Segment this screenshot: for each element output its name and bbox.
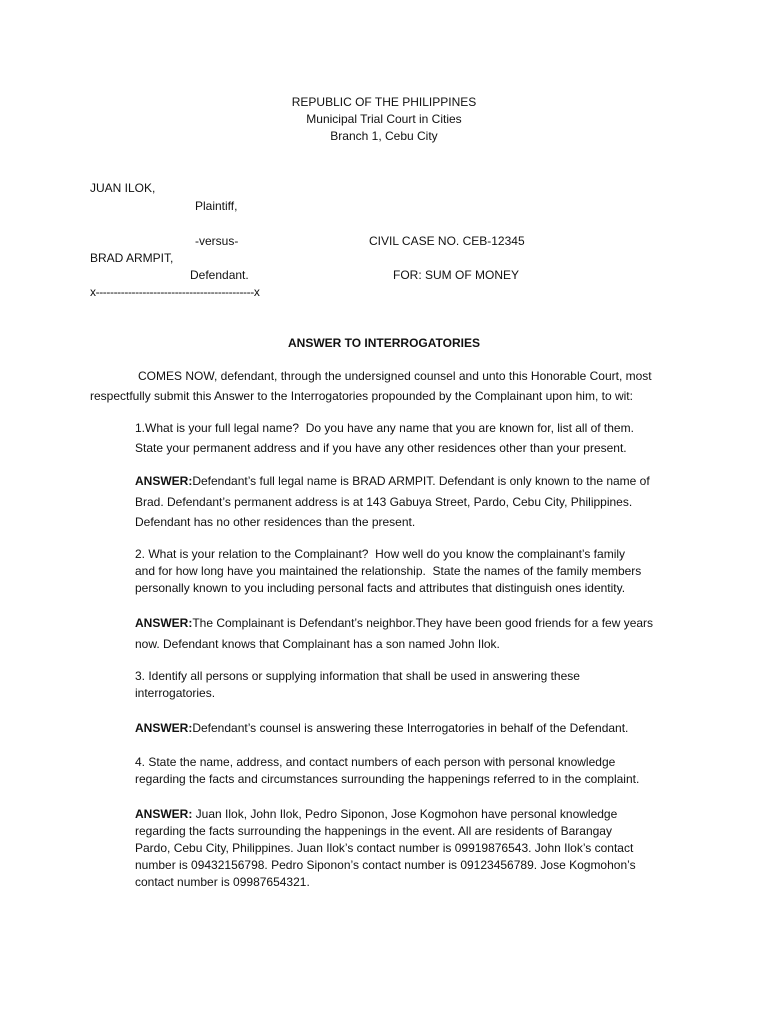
question-1-line-2: State your permanent address and if you have any other residences other than your present. [135,441,627,455]
intro-line-2: respectfully submit this Answer to the Interrogatories propounded by the Complainant upon him, to wit: [90,389,633,403]
answer-3-line-1 [135,722,628,734]
header-branch: Branch 1, Cebu City [330,129,438,143]
case-nature: FOR: SUM OF MONEY [393,268,519,282]
answer-label: ANSWER: [135,616,193,630]
caption-separator: x--------------------------------------------x [90,285,260,299]
question-2-line-1: 2. What is your relation to the Complainant? How well do you know the complainant’s family [135,547,626,561]
question-2-line-3: personally known to you including personal facts and attributes that distinguish ones identity. [135,581,626,595]
answer-3-text: Defendant’s counsel is answering these Interrogatories in behalf of the Defendant. [192,721,629,735]
answer-2-line-1 [135,617,653,629]
case-number: CIVIL CASE NO. CEB-12345 [369,234,525,248]
question-4-line-1: 4. State the name, address, and contact numbers of each person with personal knowledge [135,755,616,769]
answer-1-line-3: Defendant has no other residences than the present. [135,515,416,529]
answer-1-text: Defendant’s full legal name is BRAD ARMPIT. Defendant is only known to the name of [192,474,650,488]
answer-label: ANSWER: [135,721,193,735]
answer-label: ANSWER: [135,474,193,488]
question-2-line-2: and for how long have you maintained the relationship. State the names of the family members [135,564,642,578]
answer-4-line-4: number is 09432156798. Pedro Siponon’s contact number is 09123456789. Jose Kogmohon’s [135,858,636,872]
answer-4-line-2: regarding the facts surrounding the happenings in the event. All are residents of Barangay [135,824,612,838]
plaintiff-label: Plaintiff, [195,199,238,213]
answer-label: ANSWER: [135,807,193,821]
versus-label: -versus- [195,234,239,248]
answer-4-text: Juan Ilok, John Ilok, Pedro Siponon, Jose Kogmohon have personal knowledge [192,807,618,821]
document-title: ANSWER TO INTERROGATORIES [287,336,480,350]
question-3-line-2: interrogatories. [135,686,216,700]
answer-2-line-2: now. Defendant knows that Complainant has a son named John Ilok. [135,637,500,651]
answer-4-line-3: Pardo, Cebu City, Philippines. Juan Ilok’s contact number is 09919876543. John Ilok’s contact [135,841,634,855]
answer-2-text: The Complainant is Defendant’s neighbor.They have been good friends for a few years [192,616,654,630]
answer-1-line-2: Brad. Defendant’s permanent address is at 143 Gabuya Street, Pardo, Cebu City, Philippines. [135,495,633,509]
defendant-name: BRAD ARMPIT, [90,251,174,265]
header-court: Municipal Trial Court in Cities [306,112,462,126]
defendant-label: Defendant. [190,268,249,282]
question-4-line-2: regarding the facts and circumstances surrounding the happenings referred to in the complaint. [135,772,640,786]
header-republic: REPUBLIC OF THE PHILIPPINES [291,95,477,109]
answer-4-line-5: contact number is 09987654321. [135,875,310,889]
question-1-line-1: 1.What is your full legal name? Do you have any name that you are known for, list all of them. [135,421,634,435]
answer-4-line-1 [135,808,617,820]
plaintiff-name: JUAN ILOK, [90,181,156,195]
intro-line-1: COMES NOW, defendant, through the undersigned counsel and unto this Honorable Court, most [138,369,652,383]
question-3-line-1: 3. Identify all persons or supplying information that shall be used in answering these [135,669,580,683]
answer-1-line-1 [135,475,650,487]
